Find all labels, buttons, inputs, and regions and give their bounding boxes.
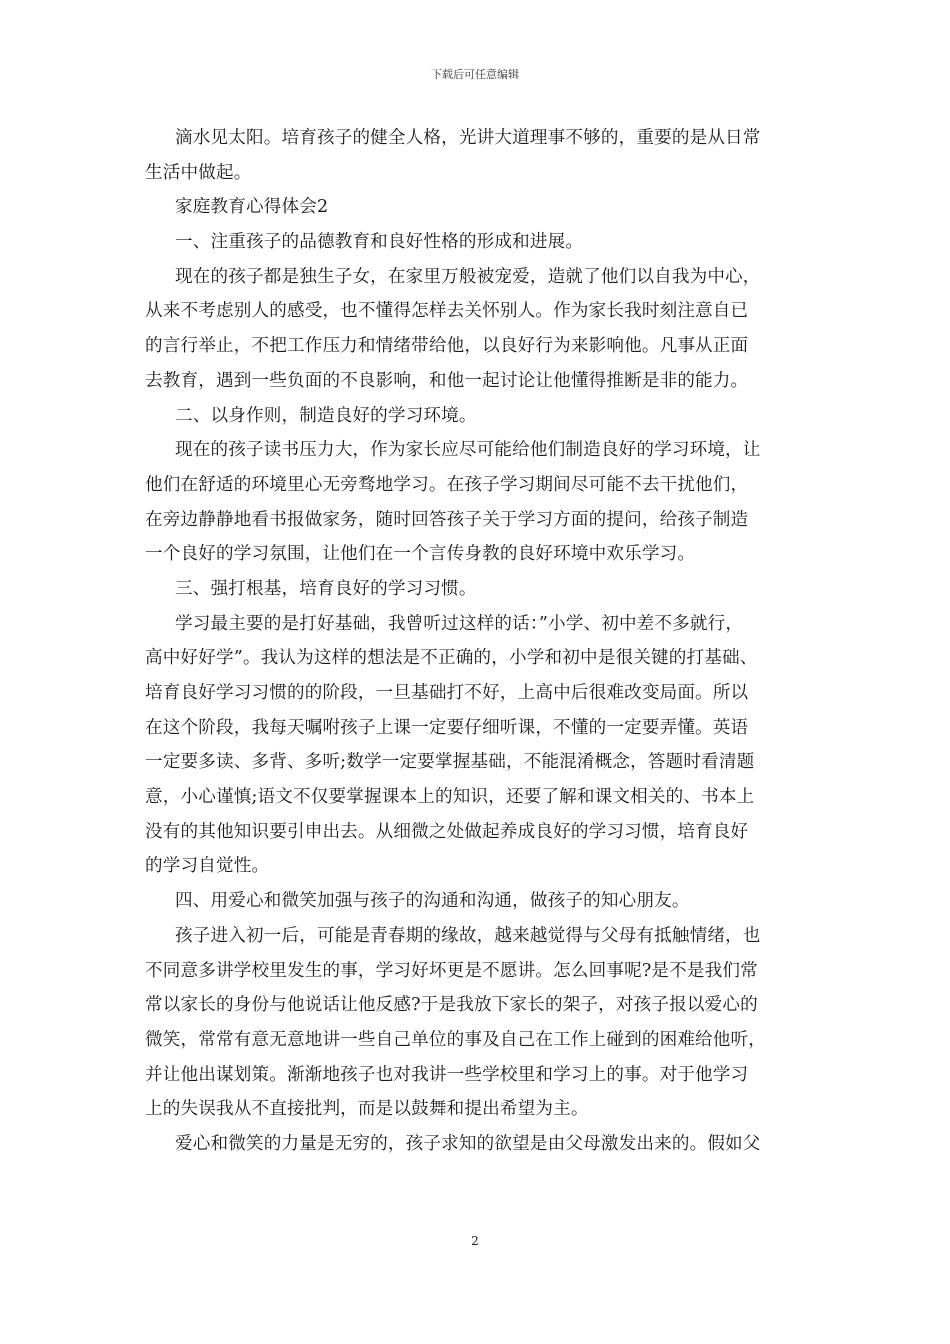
section-heading: 二、以身作则，制造良好的学习环境。	[175, 405, 477, 426]
text-line: 不同意多讲学校里发生的事，学习好坏更是不愿讲。怎么回事呢?是不是我们常	[145, 960, 758, 981]
text-line: 他们在舒适的环境里心无旁骛地学习。在孩子学习期间尽可能不去干扰他们，	[145, 474, 749, 495]
text-line: 的言行举止，不把工作压力和情绪带给他，以良好行为来影响他。凡事从正面	[145, 336, 749, 357]
text-line: 的学习自觉性。	[145, 856, 270, 877]
text-line: 现在的孩子读书压力大，作为家长应尽可能给他们制造良好的学习环境，让	[175, 440, 761, 461]
text-line: 在这个阶段，我每天嘱咐孩子上课一定要仔细听课，不懂的一定要弄懂。英语	[145, 717, 749, 738]
text-line: 现在的孩子都是独生子女，在家里万般被宠爱，造就了他们以自我为中心，	[175, 266, 761, 287]
text-line: 没有的其他知识要引申出去。从细微之处做起养成良好的学习习惯，培育良好	[145, 821, 749, 842]
text-line: 生活中做起。	[145, 162, 252, 183]
page-header-note: 下载后可任意编辑	[431, 68, 519, 81]
text-line: 从来不考虑别人的感受，也不懂得怎样去关怀别人。作为家长我时刻注意自已	[145, 301, 749, 322]
text-line: 并让他出谋划策。渐渐地孩子也对我讲一些学校里和学习上的事。对于他学习	[145, 1064, 749, 1085]
text-line: 常以家长的身份与他说话让他反感?于是我放下家长的架子，对孩子报以爱心的	[145, 995, 758, 1016]
text-line: 培育良好学习习惯的的阶段，一旦基础打不好，上高中后很难改变局面。所以	[145, 683, 749, 703]
text-line: 一个良好的学习氛围，让他们在一个言传身教的良好环境中欢乐学习。	[145, 544, 696, 565]
text-line: 上的失误我从不直接批判，而是以鼓舞和提出希望为主。	[145, 1099, 589, 1120]
section-heading: 三、强打根基，培育良好的学习习惯。	[175, 578, 477, 599]
text-line: 在旁边静静地看书报做家务，随时回答孩子关于学习方面的提问，给孩子制造	[145, 509, 749, 530]
section-heading: 一、注重孩子的品德教育和良好性格的形成和进展。	[175, 232, 584, 253]
text-line: 去教育，遇到一些负面的不良影响，和他一起讨论让他懂得推断是非的能力。	[145, 370, 749, 391]
text-line: 学习最主要的是打好基础，我曾听过这样的话：”小学、初中差不多就行，	[175, 613, 744, 634]
text-line: 高中好好学”。我认为这样的想法是不正确的，小学和初中是很关键的打基础、	[145, 648, 758, 669]
section-title: 家庭教育心得体会2	[175, 197, 329, 218]
text-line: 意，小心谨慎;语文不仅要掌握课本上的知识，还要了解和课文相关的、书本上	[145, 787, 755, 808]
section-heading: 四、用爱心和微笑加强与孩子的沟通和沟通，做孩子的知心朋友。	[175, 891, 690, 912]
text-line: 滴水见太阳。培育孩子的健全人格，光讲大道理事不够的，重要的是从日常	[175, 128, 761, 148]
text-line: 孩子进入初一后，可能是青春期的缘故，越来越觉得与父母有抵触情绪，也	[175, 925, 761, 946]
document-body	[145, 121, 809, 1162]
text-line: 一定要多读、多背、多听;数学一定要掌握基础，不能混淆概念，答题时看清题	[145, 752, 755, 773]
text-line: 微笑，常常有意无意地讲一些自己单位的事及自己在工作上碰到的困难给他听，	[145, 1029, 767, 1050]
page-number: 2	[471, 1234, 479, 1248]
text-line: 爱心和微笑的力量是无穷的，孩子求知的欲望是由父母激发出来的。假如父	[175, 1133, 761, 1154]
